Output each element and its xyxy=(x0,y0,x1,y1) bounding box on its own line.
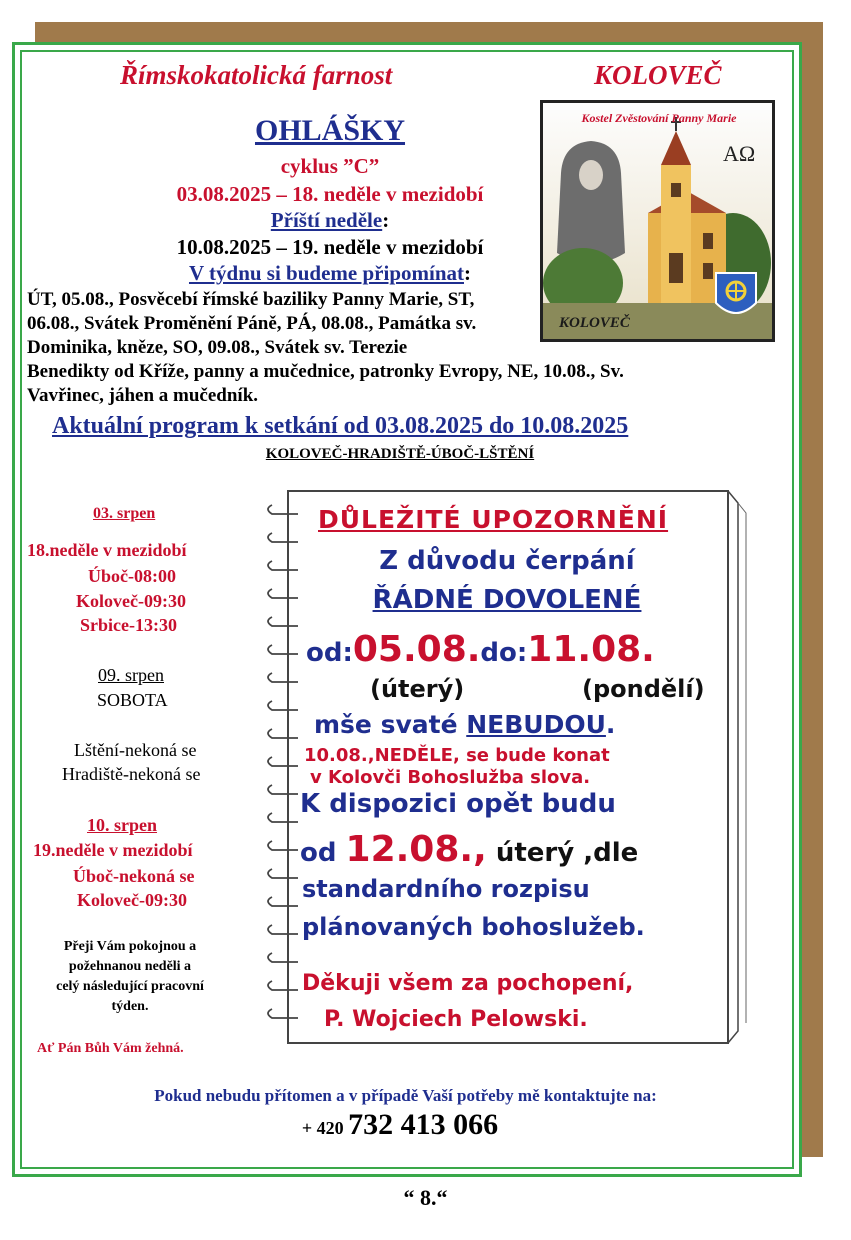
week-line: ÚT, 05.08., Posvěcebí římské baziliky Panny Marie, ST, xyxy=(27,289,475,310)
day2-item: Hradiště-nekoná se xyxy=(62,764,201,784)
photo-town: KOLOVEČ xyxy=(559,315,630,331)
notice-thanks: Děkuji všem za pochopení, xyxy=(302,971,634,996)
day1-item: Koloveč-09:30 xyxy=(76,591,186,611)
photo-caption: Kostel Zvěstování Panny Marie xyxy=(581,111,737,125)
day3-item: Koloveč-09:30 xyxy=(77,890,187,910)
notice-title: DŮLEŽITÉ UPOZORNĚNÍ xyxy=(318,505,669,534)
week-line: Vavřinec, jáhen a mučedník. xyxy=(27,385,259,406)
notice-signature: P. Wojciech Pelowski. xyxy=(324,1007,588,1032)
week-heading: V týdnu si budeme připomínat: xyxy=(188,261,471,285)
week-line: Benedikty od Kříže, panny a mučednice, patronky Evropy, NE, 10.08., Sv. xyxy=(27,361,624,382)
next-sunday-heading: Příští neděle: xyxy=(270,208,390,232)
alpha-omega-symbol: AΩ xyxy=(723,141,756,166)
parish-place: KOLOVEČ xyxy=(594,60,722,90)
parish-label: Římskokatolická farnost xyxy=(120,60,393,90)
day3-date: 10. srpen xyxy=(87,815,158,835)
church-photo xyxy=(540,100,775,342)
week-line: 06.08., Svátek Proměnění Páně, PÁ, 08.08., Památka sv. xyxy=(27,313,477,334)
notice-notebook xyxy=(262,483,752,1055)
notice-to-day: (pondělí) xyxy=(582,675,705,703)
cycle: cyklus ”C” xyxy=(280,154,380,178)
day1-item: Srbice-13:30 xyxy=(80,615,177,635)
day2-item: Lštění-nekoná se xyxy=(74,740,197,760)
program-places: KOLOVEČ-HRADIŠTĚ-ÚBOČ-LŠTĚNÍ xyxy=(265,446,535,462)
current-sunday: 03.08.2025 – 18. neděle v mezidobí xyxy=(176,182,484,206)
notice-standard1: standardního rozpisu xyxy=(302,875,590,903)
day2-name: SOBOTA xyxy=(97,690,168,710)
notice-line2: ŘÁDNÉ DOVOLENÉ xyxy=(372,585,642,615)
day1-item: Úboč-08:00 xyxy=(88,566,176,586)
phone-line: + 420 732 413 066 xyxy=(301,1108,499,1141)
notice-standard2: plánovaných bohoslužeb. xyxy=(302,913,645,941)
next-sunday: 10.08.2025 – 19. neděle v mezidobí xyxy=(176,235,484,259)
notice-sunday-line1: 10.08.,NEDĚLE, se bude konat xyxy=(304,745,610,766)
notice-available-date: od 12.08., úterý ,dle xyxy=(300,829,639,870)
page-number: “ 8.“ xyxy=(403,1185,448,1210)
week-line: Dominika, kněze, SO, 09.08., Svátek sv. Terezie xyxy=(27,337,408,358)
wish: Přeji Vám pokojnou a požehnanou neděli a celý následující pracovní týden. xyxy=(56,939,204,1014)
week-list xyxy=(27,288,624,408)
blessing: Ať Pán Bůh Vám žehná. xyxy=(37,1041,184,1056)
notice-sunday-line2: v Kolovči Bohoslužba slova. xyxy=(310,767,591,788)
ohlasky-title: OHLÁŠKY xyxy=(254,114,406,147)
day2-date: 09. srpen xyxy=(98,665,164,685)
day1-name: 18.neděle v mezidobí xyxy=(27,540,187,560)
church-illustration xyxy=(543,103,772,339)
day1-date: 03. srpen xyxy=(93,505,156,522)
notice-mass: mše svaté NEBUDOU. xyxy=(314,710,616,739)
day3-item: Úboč-nekoná se xyxy=(73,866,195,886)
notice-dates: od:05.08.do:11.08. xyxy=(306,629,655,670)
notice-from-day: (úterý) xyxy=(370,675,465,703)
program-title: Aktuální program k setkání od 03.08.2025 do 10.08.2025 xyxy=(52,413,629,439)
notice-available: K dispozici opět budu xyxy=(300,789,616,819)
notice-line1: Z důvodu čerpání xyxy=(379,546,635,576)
contact-text: Pokud nebudu přítomen a v případě Vaší potřeby mě kontaktujte na: xyxy=(154,1086,657,1105)
phone-number: 732 413 066 xyxy=(348,1108,499,1141)
day3-name: 19.neděle v mezidobí xyxy=(33,840,193,860)
